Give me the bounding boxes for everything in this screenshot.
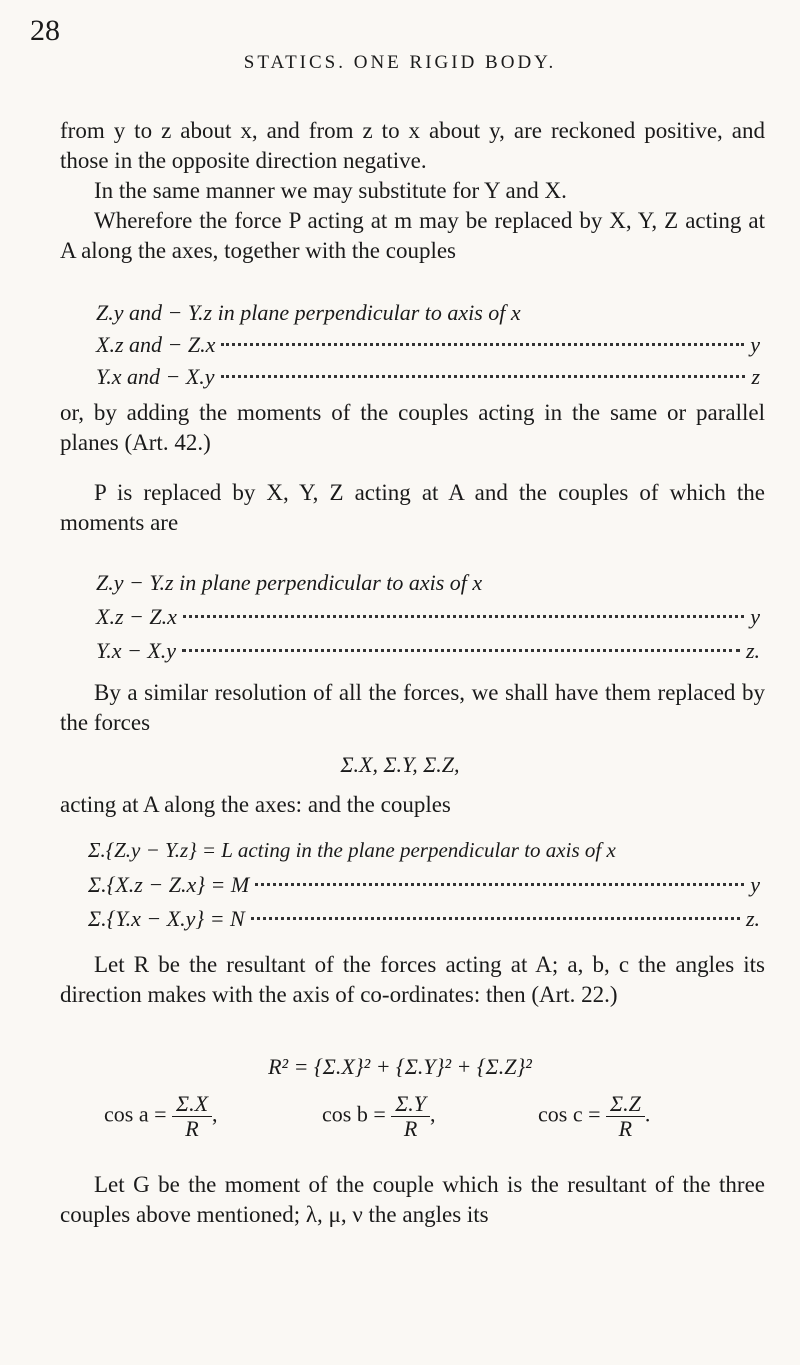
cosine-c xyxy=(538,1092,650,1141)
axis-label: y xyxy=(750,604,760,629)
dot-leader xyxy=(251,917,740,920)
couple-row-3a xyxy=(88,838,760,868)
paragraph-4: or, by adding the moments of the couples acting in the same or parallel planes (Art. 42.) xyxy=(60,400,765,455)
equation-text: Z.y and − Y.z in plane perpendicular to axis of x xyxy=(96,300,521,325)
cosine-b xyxy=(322,1092,436,1141)
equation-text: Y.x − X.y xyxy=(96,638,177,663)
paragraph-2: In the same manner we may substitute for Y and X. xyxy=(94,178,567,203)
paragraph-6: By a similar resolution of all the forces, we shall have them replaced by the forces xyxy=(60,680,765,735)
equation-text: Z.y − Y.z in plane perpendicular to axis of x xyxy=(96,570,483,595)
couple-row-1c xyxy=(96,364,760,394)
couple-row-3c xyxy=(88,906,760,936)
equation-text: X.z − Z.x xyxy=(96,604,177,629)
axis-label: z. xyxy=(745,638,760,663)
paragraph-7: acting at A along the axes: and the couples xyxy=(60,792,451,817)
numerator: Σ.X xyxy=(172,1092,212,1117)
paragraph-3: Wherefore the force P acting at m may be replaced by X, Y, Z acting at A along the axes, together with the couples xyxy=(60,208,765,263)
couple-row-2a xyxy=(96,570,760,600)
forces-line: Σ.X, Σ.Y, Σ.Z, xyxy=(340,752,460,777)
cosine-a xyxy=(104,1092,218,1141)
numerator: Σ.Y xyxy=(391,1092,430,1117)
equation-text: X.z and − Z.x xyxy=(96,332,216,357)
couple-row-2b xyxy=(96,604,760,634)
axis-label: z. xyxy=(745,906,760,931)
dot-leader xyxy=(183,615,744,618)
axis-label: z xyxy=(751,364,760,389)
fraction xyxy=(172,1092,212,1141)
cosine-lhs: cos b = xyxy=(322,1101,386,1127)
dot-leader xyxy=(221,375,746,378)
equation-text: Y.x and − X.y xyxy=(96,364,215,389)
cosine-lhs: cos a = xyxy=(104,1101,167,1127)
punct: . xyxy=(644,1101,651,1127)
couple-row-2c xyxy=(96,638,760,668)
numerator: Σ.Z xyxy=(606,1092,645,1117)
denominator: R xyxy=(403,1116,418,1141)
couple-row-1a xyxy=(96,300,760,330)
denominator: R xyxy=(185,1116,199,1141)
dot-leader xyxy=(182,649,740,652)
paragraph-1: from y to z about x, and from z to x about y, are reckoned positive, and those in the opposite direction negative. xyxy=(60,118,765,173)
resultant-equation: R² = {Σ.X}² + {Σ.Y}² + {Σ.Z}² xyxy=(268,1054,532,1079)
cosine-lhs: cos c = xyxy=(538,1101,601,1127)
axis-label: y xyxy=(750,332,760,357)
couple-row-3b xyxy=(88,872,760,902)
punct: , xyxy=(430,1101,436,1127)
equation-text: Σ.{Y.x − X.y} = N xyxy=(88,906,245,931)
axis-label: y xyxy=(750,872,760,897)
fraction xyxy=(606,1092,645,1141)
page-number: 28 xyxy=(30,14,60,47)
paragraph-5: P is replaced by X, Y, Z acting at A and the couples of which the moments are xyxy=(60,480,765,535)
denominator: R xyxy=(618,1116,633,1141)
fraction xyxy=(391,1092,430,1141)
dot-leader xyxy=(221,343,744,346)
couple-row-1b xyxy=(96,332,760,362)
equation-text: Σ.{Z.y − Y.z} = L acting in the plane perpendicular to axis of x xyxy=(88,838,616,862)
running-header: STATICS. ONE RIGID BODY. xyxy=(243,52,557,73)
punct: , xyxy=(212,1101,218,1127)
paragraph-9: Let G be the moment of the couple which is the resultant of the three couples above mentioned; λ, μ, ν the angles its xyxy=(60,1172,765,1227)
paragraph-8: Let R be the resultant of the forces acting at A; a, b, c the angles its direction makes with the axis of co-ordinates: then (Art. 22.) xyxy=(60,952,765,1007)
equation-text: Σ.{X.z − Z.x} = M xyxy=(88,872,250,897)
dot-leader xyxy=(255,883,744,886)
